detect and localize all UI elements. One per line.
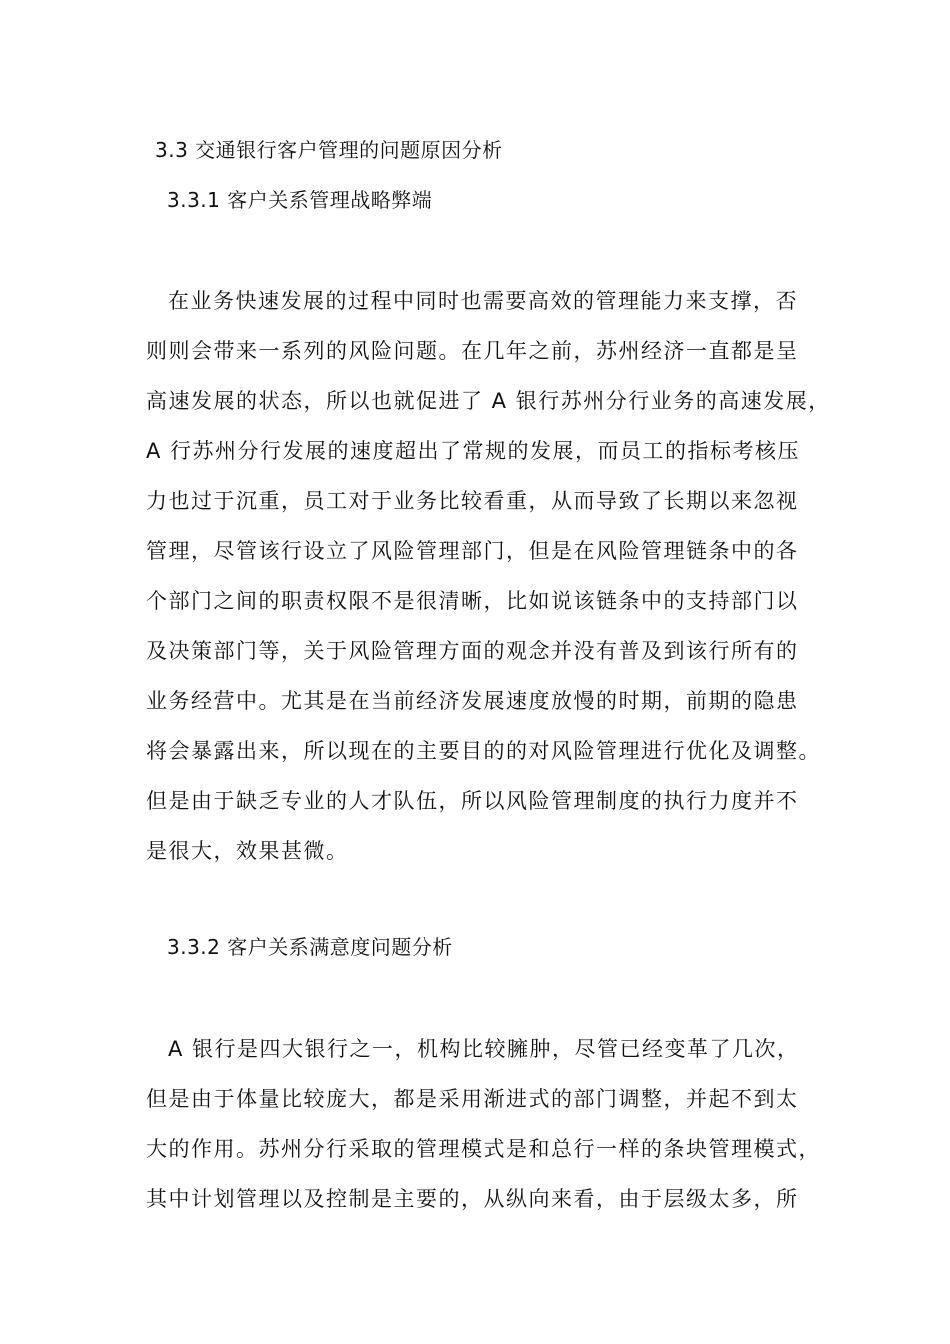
paragraph-satisfaction — [146, 1024, 826, 1224]
paragraph-line: 管理，尽管该行设立了风险管理部门，但是在风险管理链条中的各 — [146, 539, 799, 563]
paragraph-line: 大的作用。苏州分行采取的管理模式是和总行一样的条块管理模式， — [146, 1137, 821, 1161]
paragraph-line: 力也过于沉重，员工对于业务比较看重，从而导致了长期以来忽视 — [146, 489, 799, 513]
paragraph-line: A 银行是四大银行之一，机构比较臃肿，尽管已经变革了几次， — [168, 1037, 800, 1061]
paragraph-strategy — [146, 276, 831, 876]
paragraph-line: 业务经营中。尤其是在当前经济发展速度放慢的时期，前期的隐患 — [146, 689, 799, 713]
paragraph-line: 但是由于体量比较庞大，都是采用渐进式的部门调整，并起不到太 — [146, 1087, 799, 1111]
paragraph-line: 及决策部门等，关于风险管理方面的观念并没有普及到该行所有的 — [146, 639, 799, 663]
paragraph-line: 个部门之间的职责权限不是很清晰，比如说该链条中的支持部门以 — [146, 589, 799, 613]
paragraph-line: 是很大，效果甚微。 — [146, 839, 349, 863]
paragraph-line: 高速发展的状态，所以也就促进了 A 银行苏州分行业务的高速发展， — [146, 389, 831, 413]
paragraph-line: A 行苏州分行发展的速度超出了常规的发展，而员工的指标考核压 — [146, 439, 801, 463]
subsection-heading-2: 3.3.2 客户关系满意度问题分析 — [167, 935, 453, 959]
paragraph-line: 将会暴露出来，所以现在的主要目的的对风险管理进行优化及调整。 — [146, 739, 821, 763]
paragraph-line: 其中计划管理以及控制是主要的，从纵向来看，由于层级太多，所 — [146, 1187, 799, 1211]
paragraph-line: 但是由于缺乏专业的人才队伍，所以风险管理制度的执行力度并不 — [146, 789, 799, 813]
paragraph-line: 在业务快速发展的过程中同时也需要高效的管理能力来支撑，否 — [168, 289, 798, 313]
subsection-heading-1: 3.3.1 客户关系管理战略弊端 — [167, 188, 433, 212]
section-heading: 3.3 交通银行客户管理的问题原因分析 — [155, 138, 503, 162]
paragraph-line: 则则会带来一系列的风险问题。在几年之前，苏州经济一直都是呈 — [146, 339, 799, 363]
